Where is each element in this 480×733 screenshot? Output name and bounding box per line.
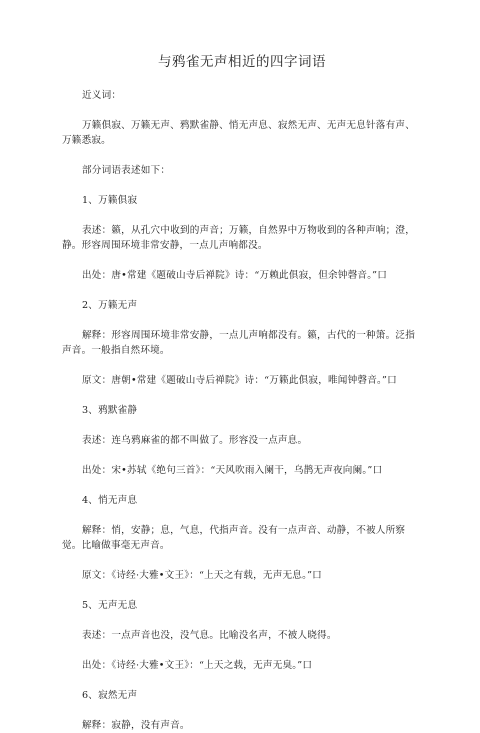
explanation-4: 解释：悄，安静；息，气息，代指声音。没有一点声音、动静，不被人所察觉。比喻做事毫无声音。 (62, 525, 406, 551)
explanation-1: 表述：籁，从孔穴中收到的声音；万籁，自然界中万物收到的各种声响；澄，静。形容周围环境非常安静，一点儿声响都没。 (62, 225, 415, 251)
intro-line: 部分词语表述如下： (82, 165, 171, 176)
source-1: 出处：唐•常建《题破山寺后禅院》诗：“万赖此俱寂，但余钟磬音。”口 (82, 270, 388, 281)
page-title: 与鸦雀无声相近的四字词语 (158, 54, 326, 70)
explanation-2: 解释：形容周围环境非常安静，一点儿声响都没有。籁，古代的一种箫。泛指声音。一般指自然环境。 (62, 330, 415, 356)
source-3: 出处：宋•苏轼《绝句三首》：“天风吹雨入阑干，乌鹊无声夜向阑。”口 (82, 465, 383, 476)
explanation-5: 表述：一点声音也没，没气息。比喻没名声，不被人晓得。 (82, 630, 337, 641)
synonyms-list: 万籁俱寂、万籁无声、鸦默雀静、悄无声息、寂然无声、无声无息针落有声、万籁悉寂。 (62, 120, 415, 146)
source-2: 原文：唐朝•常建《题破山寺后禅院》诗：“万籁此俱寂，唯闻钟磬音。”口 (82, 375, 397, 386)
heading-4: 4、悄无声息 (82, 495, 138, 506)
explanation-6: 解释：寂静，没有声音。 (82, 720, 190, 731)
source-5: 出处：《诗经·大雅•文王》：“上天之载，无声无臭。”口 (82, 660, 313, 671)
heading-1: 1、万籁俱寂 (82, 195, 138, 206)
source-4: 原文：《诗经·大雅•文王》：“上天之有载，无声无息。”口 (82, 570, 322, 581)
synonyms-label: 近义词： (82, 90, 122, 101)
heading-2: 2、万籁无声 (82, 300, 138, 311)
heading-6: 6、寂然无声 (82, 690, 138, 701)
explanation-3: 表述：连乌鸦麻雀的都不叫做了。形容没一点声息。 (82, 435, 308, 446)
heading-5: 5、无声无息 (82, 600, 138, 611)
heading-3: 3、鸦默雀静 (82, 405, 138, 416)
